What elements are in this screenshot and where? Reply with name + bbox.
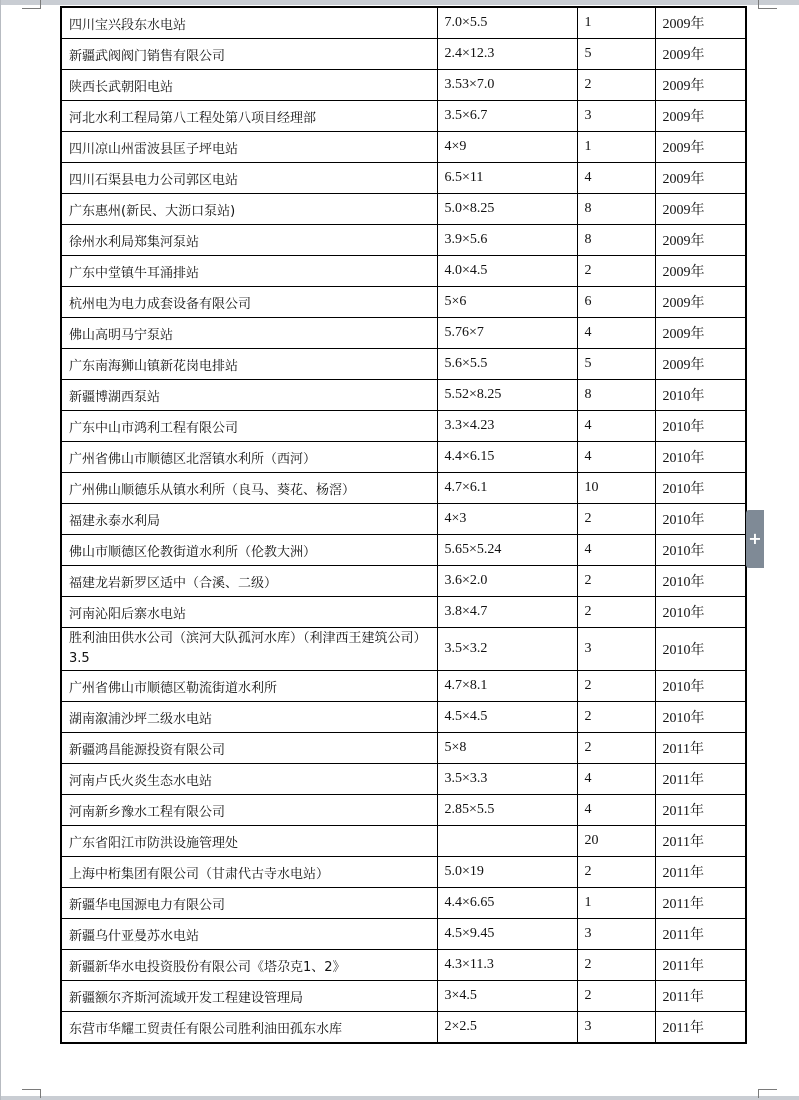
count-cell: 8 [577,194,655,225]
table-body [61,7,746,1043]
table-row [61,795,746,826]
project-name-cell: 四川凉山州雷波县匡子坪电站 [61,132,437,163]
count-cell: 2 [577,70,655,101]
project-name-cell: 佛山市顺德区伦教街道水利所（伦教大洲） [61,535,437,566]
table-row [61,857,746,888]
project-name-cell: 福建永泰水利局 [61,504,437,535]
table-row [61,950,746,981]
table-row [61,287,746,318]
size-cell: 2.85×5.5 [437,795,577,826]
table-row [61,733,746,764]
count-cell: 2 [577,256,655,287]
size-cell: 3.5×3.2 [437,628,577,671]
year-cell: 2009年 [655,39,746,70]
table-row [61,702,746,733]
count-cell: 5 [577,39,655,70]
customer-table [60,6,747,1044]
year-cell: 2009年 [655,101,746,132]
table-row [61,70,746,101]
project-name-cell: 河南新乡豫水工程有限公司 [61,795,437,826]
project-name-cell: 广州省佛山市顺德区勒流街道水利所 [61,671,437,702]
year-cell: 2011年 [655,919,746,950]
count-cell: 2 [577,733,655,764]
size-cell: 3.6×2.0 [437,566,577,597]
project-name-cell: 湖南溆浦沙坪二级水电站 [61,702,437,733]
size-cell: 4.7×6.1 [437,473,577,504]
table-row [61,132,746,163]
year-cell: 2009年 [655,7,746,39]
size-cell: 5.0×19 [437,857,577,888]
size-cell: 3.9×5.6 [437,225,577,256]
size-cell: 3.8×4.7 [437,597,577,628]
year-cell: 2011年 [655,733,746,764]
count-cell: 4 [577,764,655,795]
size-cell: 5×8 [437,733,577,764]
project-name-cell: 广东中山市鸿利工程有限公司 [61,411,437,442]
year-cell: 2009年 [655,194,746,225]
table-row [61,473,746,504]
size-cell: 5.6×5.5 [437,349,577,380]
project-name-cell: 新疆乌什亚曼苏水电站 [61,919,437,950]
size-cell: 5.0×8.25 [437,194,577,225]
size-cell: 2×2.5 [437,1012,577,1044]
count-cell: 2 [577,950,655,981]
project-name-cell: 胜利油田供水公司（滨河大队孤河水库）（利津西王建筑公司）3.5 [61,628,437,671]
size-cell: 4.3×11.3 [437,950,577,981]
table-row [61,981,746,1012]
year-cell: 2009年 [655,163,746,194]
year-cell: 2011年 [655,764,746,795]
year-cell: 2011年 [655,826,746,857]
project-name-cell: 福建龙岩新罗区适中（合溪、二级） [61,566,437,597]
count-cell: 1 [577,132,655,163]
count-cell: 8 [577,225,655,256]
table-row [61,101,746,132]
count-cell: 4 [577,411,655,442]
count-cell: 20 [577,826,655,857]
project-name-cell: 新疆新华水电投资股份有限公司《塔尕克1、2》 [61,950,437,981]
table-row [61,919,746,950]
year-cell: 2011年 [655,888,746,919]
table-row [61,256,746,287]
size-cell: 4.0×4.5 [437,256,577,287]
project-name-cell: 东营市华耀工贸责任有限公司胜利油田孤东水库 [61,1012,437,1044]
count-cell: 5 [577,349,655,380]
project-name-cell: 广东南海狮山镇新花岗电排站 [61,349,437,380]
count-cell: 8 [577,380,655,411]
table-row [61,318,746,349]
size-cell: 6.5×11 [437,163,577,194]
size-cell: 5.52×8.25 [437,380,577,411]
size-cell: 3.5×6.7 [437,101,577,132]
year-cell: 2009年 [655,70,746,101]
project-name-cell: 新疆武阀阀门销售有限公司 [61,39,437,70]
table-row [61,764,746,795]
year-cell: 2011年 [655,795,746,826]
size-cell: 5.76×7 [437,318,577,349]
size-cell: 5×6 [437,287,577,318]
project-name-cell: 新疆博湖西泵站 [61,380,437,411]
count-cell: 1 [577,7,655,39]
size-cell: 4.4×6.65 [437,888,577,919]
crop-mark-top-right [758,0,777,9]
project-name-cell: 新疆额尔齐斯河流域开发工程建设管理局 [61,981,437,1012]
size-cell: 3.53×7.0 [437,70,577,101]
project-name-cell: 广东中堂镇牛耳涌排站 [61,256,437,287]
year-cell: 2009年 [655,287,746,318]
crop-mark-top-left [22,0,41,9]
size-cell: 4×9 [437,132,577,163]
table-row [61,597,746,628]
year-cell: 2010年 [655,535,746,566]
year-cell: 2011年 [655,950,746,981]
project-name-cell: 陕西长武朝阳电站 [61,70,437,101]
size-cell [437,826,577,857]
project-name-cell: 新疆鸿昌能源投资有限公司 [61,733,437,764]
size-cell: 4.5×4.5 [437,702,577,733]
count-cell: 3 [577,1012,655,1044]
top-frame-bar [0,0,799,5]
count-cell: 6 [577,287,655,318]
count-cell: 2 [577,597,655,628]
project-name-cell: 广州省佛山市顺德区北滘镇水利所（西河） [61,442,437,473]
table-row [61,628,746,671]
count-cell: 2 [577,671,655,702]
year-cell: 2009年 [655,132,746,163]
count-cell: 4 [577,163,655,194]
size-cell: 3×4.5 [437,981,577,1012]
count-cell: 4 [577,318,655,349]
size-cell: 3.5×3.3 [437,764,577,795]
size-cell: 2.4×12.3 [437,39,577,70]
count-cell: 3 [577,101,655,132]
project-name-cell: 佛山高明马宁泵站 [61,318,437,349]
table-row [61,194,746,225]
plus-icon: + [748,529,762,548]
year-cell: 2010年 [655,504,746,535]
count-cell: 4 [577,795,655,826]
table-row [61,163,746,194]
count-cell: 2 [577,857,655,888]
page-edge [0,0,1,1100]
year-cell: 2011年 [655,981,746,1012]
year-cell: 2010年 [655,628,746,671]
size-cell: 4.7×8.1 [437,671,577,702]
project-name-cell: 徐州水利局郑集河泵站 [61,225,437,256]
table-row [61,888,746,919]
year-cell: 2010年 [655,411,746,442]
table-row [61,535,746,566]
year-cell: 2011年 [655,857,746,888]
table-row [61,349,746,380]
project-name-cell: 广东惠州(新民、大沥口泵站) [61,194,437,225]
table-row [61,566,746,597]
project-name-cell: 四川宝兴段东水电站 [61,7,437,39]
year-cell: 2010年 [655,702,746,733]
count-cell: 1 [577,888,655,919]
bottom-frame-bar [0,1096,799,1100]
table-row [61,225,746,256]
table-row [61,504,746,535]
table-row [61,671,746,702]
table-row [61,7,746,39]
table-row [61,1012,746,1044]
count-cell: 3 [577,919,655,950]
size-cell: 4×3 [437,504,577,535]
count-cell: 3 [577,628,655,671]
table-row [61,39,746,70]
year-cell: 2011年 [655,1012,746,1044]
year-cell: 2009年 [655,318,746,349]
count-cell: 4 [577,535,655,566]
crop-mark-bottom-right [758,1089,777,1098]
size-cell: 3.3×4.23 [437,411,577,442]
table-row [61,442,746,473]
project-name-cell: 河南卢氏火炎生态水电站 [61,764,437,795]
count-cell: 2 [577,504,655,535]
year-cell: 2010年 [655,442,746,473]
year-cell: 2010年 [655,566,746,597]
table-row [61,826,746,857]
year-cell: 2010年 [655,380,746,411]
project-name-cell: 杭州电为电力成套设备有限公司 [61,287,437,318]
size-cell: 4.5×9.45 [437,919,577,950]
year-cell: 2009年 [655,256,746,287]
year-cell: 2009年 [655,349,746,380]
crop-mark-bottom-left [22,1089,41,1098]
year-cell: 2010年 [655,597,746,628]
project-name-cell: 上海中桁集团有限公司（甘肃代古寺水电站） [61,857,437,888]
count-cell: 10 [577,473,655,504]
year-cell: 2010年 [655,473,746,504]
project-name-cell: 河南沁阳后寨水电站 [61,597,437,628]
project-name-cell: 四川石渠县电力公司郭区电站 [61,163,437,194]
project-name-cell: 河北水利工程局第八工程处第八项目经理部 [61,101,437,132]
year-cell: 2009年 [655,225,746,256]
table-row [61,411,746,442]
expand-panel-button[interactable] [746,510,764,568]
count-cell: 4 [577,442,655,473]
count-cell: 2 [577,702,655,733]
project-name-cell: 广州佛山顺德乐从镇水利所（良马、葵花、杨滘） [61,473,437,504]
year-cell: 2010年 [655,671,746,702]
count-cell: 2 [577,566,655,597]
count-cell: 2 [577,981,655,1012]
project-name-cell: 新疆华电国源电力有限公司 [61,888,437,919]
size-cell: 7.0×5.5 [437,7,577,39]
project-name-cell: 广东省阳江市防洪设施管理处 [61,826,437,857]
size-cell: 5.65×5.24 [437,535,577,566]
size-cell: 4.4×6.15 [437,442,577,473]
table-row [61,380,746,411]
